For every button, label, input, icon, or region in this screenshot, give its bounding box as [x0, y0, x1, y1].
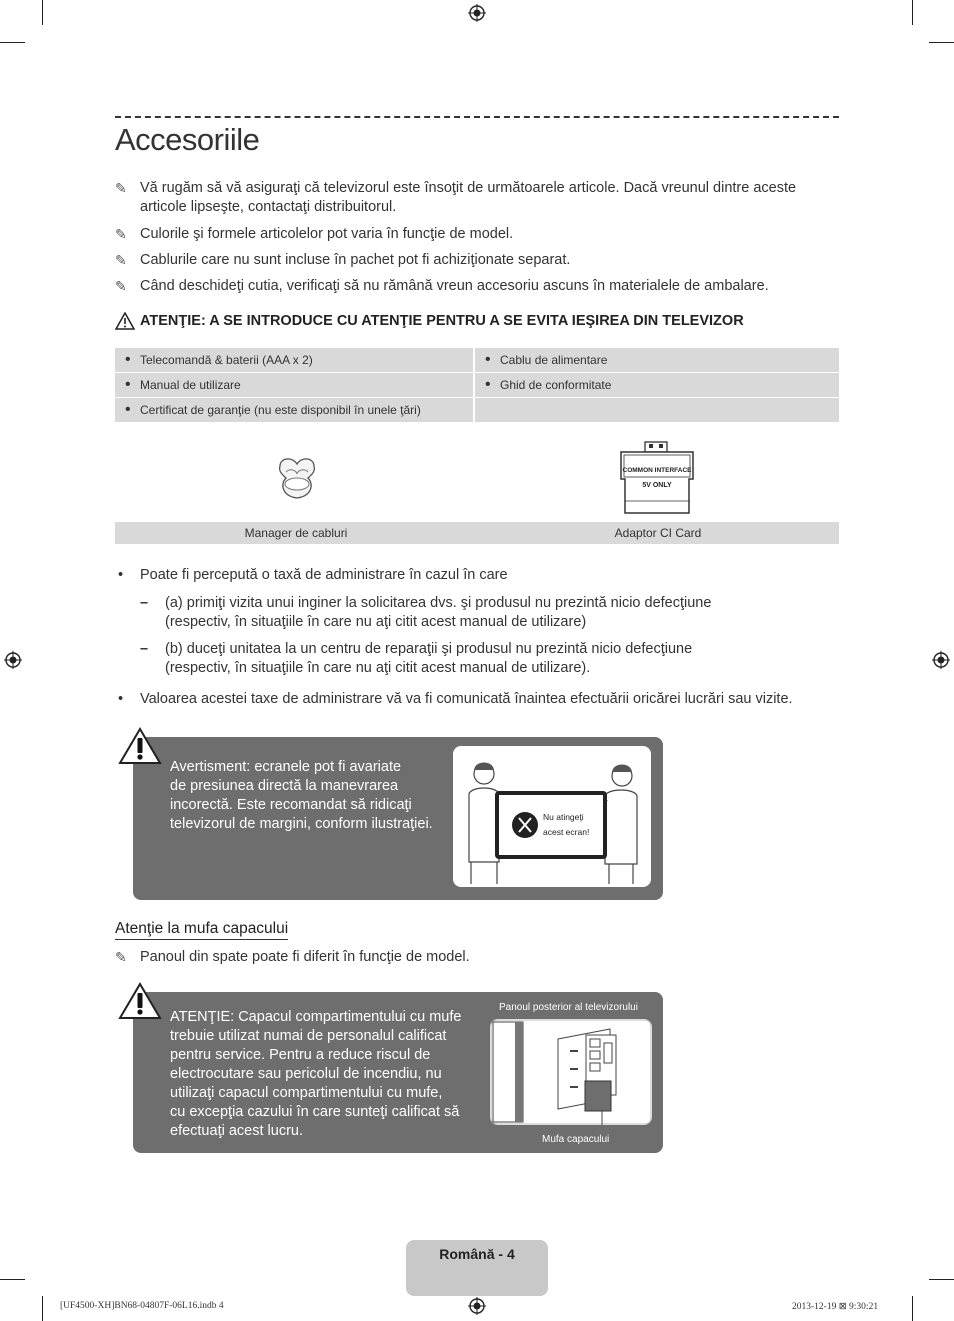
- accessory-item: • Telecomandă & baterii (AAA x 2): [115, 348, 473, 372]
- print-timestamp: 2013-12-19 ⊠ 9:30:21: [792, 1302, 879, 1312]
- caution-text: ATENŢIE: A SE INTRODUCE CU ATENŢIE PENTRU A SE EVITA IEŞIREA DIN TELEVIZOR: [140, 313, 744, 329]
- jack-cover-warning-text: ATENŢIE: Capacul compartimentului cu mufe trebuie utilizat numai de personalul calificat pentru service. Pentru a reduce riscul de electrocutare sau pericolul de incendiu, nu utilizaţi capacul compartimentului cu mufe, cu excepţia cazului în care sunteţi calificat să efectuaţi acest lucru.: [170, 1009, 462, 1139]
- note-item: [115, 277, 845, 296]
- fee-sub-text: (respectiv, în situaţiile în care nu aţi citit acest manual de utilizare): [165, 614, 587, 630]
- accessory-label: Cablu de alimentare: [500, 353, 608, 367]
- sign-line1: Nu atingeţi: [543, 812, 584, 822]
- crop-mark: [912, 0, 913, 25]
- page-number-tab: [406, 1240, 548, 1296]
- fee-bullet: • Valoarea acestei taxe de administrare vă va fi comunicată înaintea efectuării oricărei lucrări sau vizite.: [118, 691, 793, 707]
- note-item: [115, 225, 845, 244]
- crop-mark: [42, 0, 43, 25]
- ci-label-line1: COMMON INTERFACE: [622, 467, 692, 474]
- registration-mark-icon: [4, 651, 22, 669]
- cable-manager-icon: [272, 454, 322, 504]
- sign-line2: acest ecran!: [543, 827, 590, 837]
- note-text: Panoul din spate poate fi diferit în funcţie de model.: [140, 949, 470, 965]
- jack-cover-warning-panel: [133, 992, 663, 1153]
- accessory-item: • Certificat de garanţie (nu este disponibil în unele ţări): [115, 398, 473, 422]
- page-number: Română - 4: [439, 1246, 515, 1262]
- note-text: Culorile şi formele articolelor pot varia în funcţie de model.: [140, 226, 514, 242]
- fee-sub-text: (respectiv, în situaţiile în care nu aţi citit acest manual de utilizare).: [165, 660, 591, 676]
- note-text: Vă rugăm să vă asiguraţi că televizorul este însoţit de următoarele articole. Dacă vreunul dintre aceste articole lipseşte, contactaţi distribuitorul.: [140, 180, 797, 215]
- registration-mark-icon: [468, 1297, 486, 1315]
- rear-panel-illustration: [490, 1019, 652, 1125]
- accessory-label: Manual de utilizare: [140, 378, 241, 392]
- caution-line: [115, 312, 744, 330]
- note-item: [115, 179, 845, 217]
- rear-panel-icon: [490, 1019, 652, 1125]
- pen-note-icon: ✎: [115, 252, 127, 268]
- tv-handling-illustration: [453, 746, 651, 887]
- pen-note-icon: ✎: [115, 949, 127, 965]
- jack-cover-label: Mufa capacului: [542, 1134, 610, 1145]
- crop-mark: [0, 1279, 25, 1280]
- pen-note-icon: ✎: [115, 180, 127, 196]
- cover-section-heading: Atenţie la mufa capacului: [115, 920, 288, 940]
- accessory-captions: [115, 522, 839, 544]
- screen-warning-panel: [133, 737, 663, 900]
- registration-mark-icon: [932, 651, 950, 669]
- fee-bullet-text: Valoarea acestei taxe de administrare vă va fi comunicată înaintea efectuării oricărei lucrări sau vizite.: [140, 691, 793, 707]
- accessory-item: • Cablu de alimentare: [475, 348, 839, 372]
- rear-panel-label: Panoul posterior al televizorului: [499, 1002, 638, 1013]
- note-text: Cablurile care nu sunt incluse în pachet pot fi achiziţionate separat.: [140, 252, 571, 268]
- note-item: [115, 251, 845, 270]
- accessory-item: • Ghid de conformitate: [475, 373, 839, 397]
- registration-mark-icon: [468, 4, 486, 22]
- accessory-label: Ghid de conformitate: [500, 378, 612, 392]
- cable-manager-caption: Manager de cabluri: [244, 526, 348, 540]
- fee-sub-item: – (a) primiţi vizita unui inginer la solicitarea dvs. şi produsul nu prezintă nicio defecţiune (respectiv, în situaţiile în care nu aţi citit acest manual de utilizare): [140, 595, 712, 630]
- pen-note-icon: ✎: [115, 226, 127, 242]
- crop-mark: [0, 42, 25, 43]
- crop-mark: [42, 1296, 43, 1321]
- ci-card-adaptor-icon: [617, 441, 697, 517]
- fee-sub-item: – (b) duceţi unitatea la un centru de reparaţii şi produsul nu prezintă nicio defecţiune (respectiv, în situaţiile în care nu aţi citit acest manual de utilizare).: [140, 641, 693, 676]
- title-rule: [115, 116, 839, 118]
- note-text: Când deschideţi cutia, verificaţi să nu rămână vreun accesoriu ascuns în materialele de ambalare.: [140, 278, 769, 294]
- note-item: [115, 948, 845, 967]
- screen-warning-text: Avertisment: ecranele pot fi avariate de presiunea directă la manevrarea incorectă. Este recomandat să ridicaţi televizorul de margini, conform ilustraţiei.: [170, 759, 433, 832]
- accessory-label: Telecomandă & baterii (AAA x 2): [140, 353, 313, 367]
- ci-adaptor-caption: Adaptor CI Card: [614, 526, 702, 540]
- crop-mark: [929, 1279, 954, 1280]
- ci-label-line2: 5V ONLY: [642, 482, 672, 489]
- fee-sub-text: (a) primiţi vizita unui inginer la solicitarea dvs. şi produsul nu prezintă nicio defecţiune: [165, 595, 712, 611]
- exclamation-triangle-icon: [118, 727, 162, 765]
- empty-cell: [475, 398, 839, 422]
- fee-bullet-text: Poate fi percepută o taxă de administrare în cazul în care: [140, 567, 508, 583]
- crop-mark: [929, 42, 954, 43]
- file-info: [UF4500-XH]BN68-04807F-06L16.indb 4: [60, 1301, 224, 1311]
- warning-triangle-icon: [115, 312, 135, 330]
- accessory-item: • Manual de utilizare: [115, 373, 473, 397]
- accessory-label: Certificat de garanţie (nu este disponibil în unele ţări): [140, 403, 421, 417]
- fee-bullet: • Poate fi percepută o taxă de administrare în cazul în care: [118, 567, 508, 583]
- page-title: Accesoriile: [115, 122, 260, 157]
- pen-note-icon: ✎: [115, 278, 127, 294]
- fee-sub-text: (b) duceţi unitatea la un centru de reparaţii şi produsul nu prezintă nicio defecţiune: [165, 641, 693, 657]
- exclamation-triangle-icon: [118, 982, 162, 1020]
- people-carrying-tv-icon: [453, 746, 651, 887]
- crop-mark: [912, 1296, 913, 1321]
